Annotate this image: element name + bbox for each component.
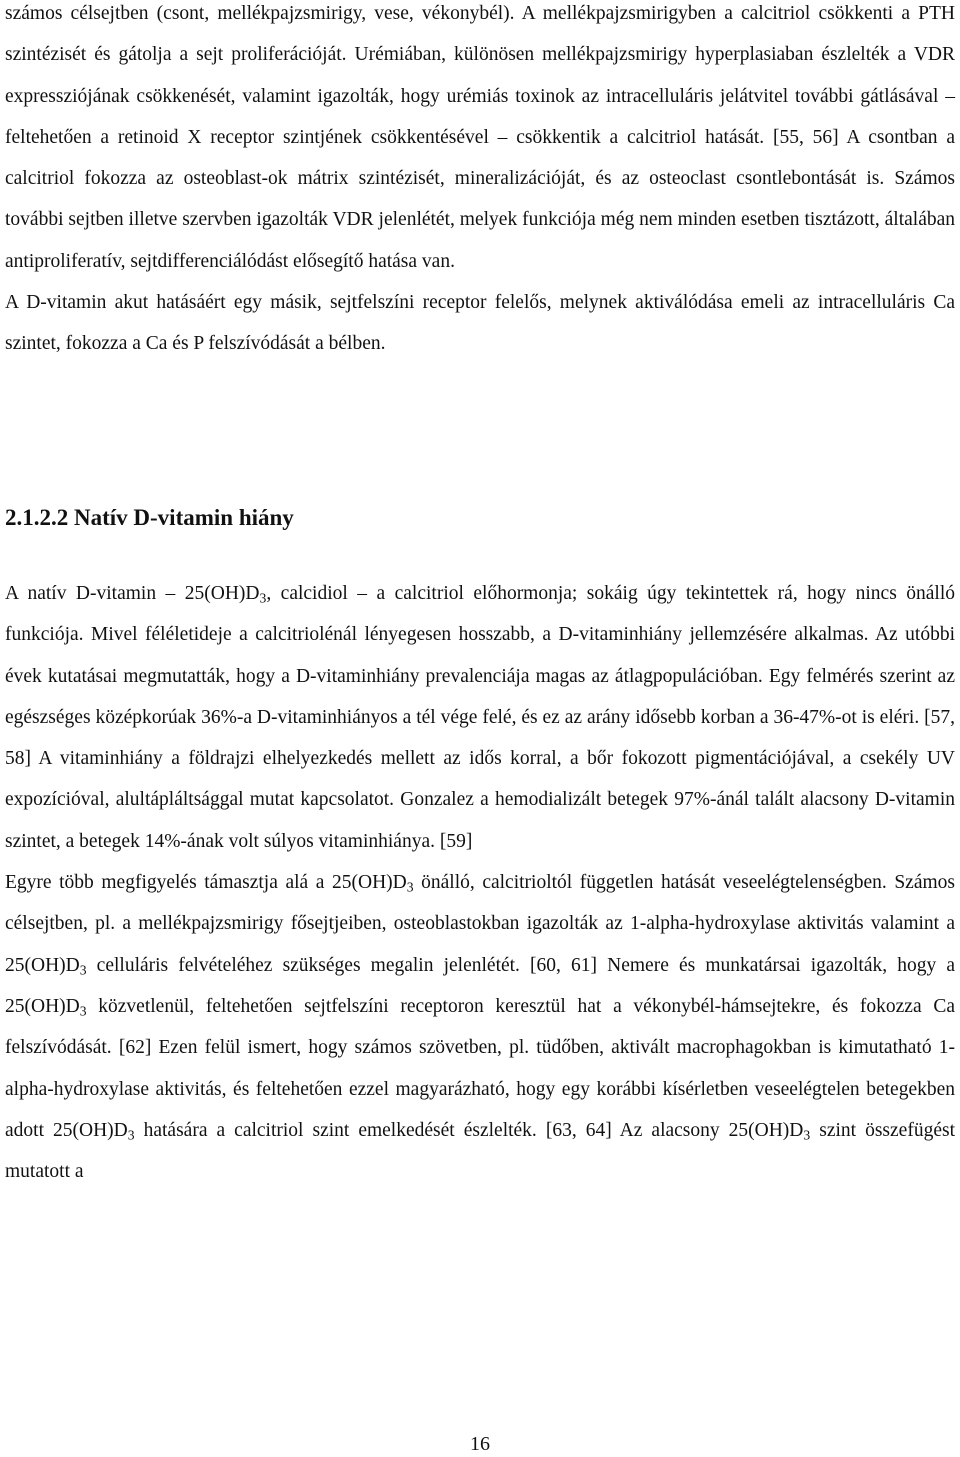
body-text-section-2 [5, 573, 955, 1192]
body-text-section-1 [5, 0, 955, 365]
paragraph-25ohd3-effects [5, 862, 955, 1192]
subscript: 3 [79, 962, 87, 978]
section-heading: 2.1.2.2 Natív D-vitamin hiány [5, 505, 294, 530]
subscript: 3 [79, 1003, 87, 1019]
text-run: celluláris felvételéhez szükséges megalin jelenlétét. [60, 61] Nemere és munkatársai igazolták, hogy a 25(OH)D [5, 954, 955, 1017]
subscript: 3 [127, 1127, 135, 1143]
text-run: A natív D-vitamin – 25(OH)D [5, 583, 260, 604]
text-run: önálló, calcitrioltól független hatását veseelégtelenségben. Számos célsejtben, pl. a mellékpajzsmirigy fősejtjeiben, osteoblastokban igazolták az 1-alpha-hydroxylase aktivitás valamint a 25(OH)D [5, 872, 955, 976]
text-run: szint összefügést mutatott a [5, 1119, 955, 1183]
page-number: 16 [470, 1433, 490, 1455]
text-run: hatására a calcitriol szint emelkedését észlelték. [63, 64] Az alacsony 25(OH)D [134, 1119, 804, 1141]
paragraph-native-vitamin-d [5, 573, 955, 862]
text-run: , calcidiol – a calcitriol előhormonja; sokáig úgy tekintettek rá, hogy nincs önálló funkciója. Mivel féléletideje a calcitriolénál lényegesen hosszabb, a D-vitaminhiány jellemzésére alkalmas. Az utóbbi évek kutatásai megmutatták, hogy a D-vitaminhiány prevalenciája magas az átlagpopulációban. Egy felmérés szerint az egészséges középkorúak 36%-a D-vitaminhiányos a tél vége felé, és ez az arány idősebb korban a 36-47%-ot is eléri. [57, 58] A vitaminhiány a földrajzi elhelyezkedés mellett az idős korral, a bőr fokozott pigmentációjával, a csekély UV expozícióval, alultápláltsággal mutat kapcsolatot. Gonzalez a hemodializált betegek 97%-ánál talált alacsony D-vitamin szintet, a betegek 14%-ának volt súlyos vitaminhiánya. [59] [5, 583, 955, 852]
paragraph-membrane-receptor: A D-vitamin akut hatásáért egy másik, sejtfelszíni receptor felelős, melynek aktiválódása emeli az intracelluláris Ca szintet, fokozza a Ca és P felszívódását a bélben. [5, 292, 955, 355]
text-run: közvetlenül, feltehetően sejtfelszíni receptoron keresztül hat a vékonybél-hámsejtekre, és fokozza Ca felszívódását. [62] Ezen felül ismert, hogy számos szövetben, pl. tüdőben, aktivált macrophagokban is kimutatható 1-alpha-hydroxylase aktivitás, és feltehetően ezzel magyarázható, hogy egy korábbi kísérletben veseelégtelen betegekben adott 25(OH)D [5, 995, 955, 1141]
subscript: 3 [406, 879, 414, 895]
subscript: 3 [259, 590, 267, 606]
text-run: Egyre több megfigyelés támasztja alá a 25(OH)D [5, 872, 407, 894]
subscript: 3 [803, 1127, 811, 1143]
paragraph-vdr-effects: számos célsejtben (csont, mellékpajzsmirigy, vese, vékonybél). A mellékpajzsmirigyben a calcitriol csökkenti a PTH szintézisét és gátolja a sejt proliferációját. Urémiában, különösen mellékpajzsmirigy hyperplasiaban észlelték a VDR expressziójának csökkenését, valamint igazolták, hogy urémiás toxinok az intracelluláris jelátvitel további gátlásával – feltehetően a retinoid X receptor szintjének csökkentésével – csökkentik a calcitriol hatását. [55, 56] A csontban a calcitriol fokozza az osteoblast-ok mátrix szintézisét, mineralizációját, és az osteoclast csontlebontását is. Számos további sejtben illetve szervben igazolták VDR jelenlétét, melyek funkciója még nem minden esetben tisztázott, általában antiproliferatív, sejtdifferenciálódást elősegítő hatása van. [5, 3, 955, 272]
